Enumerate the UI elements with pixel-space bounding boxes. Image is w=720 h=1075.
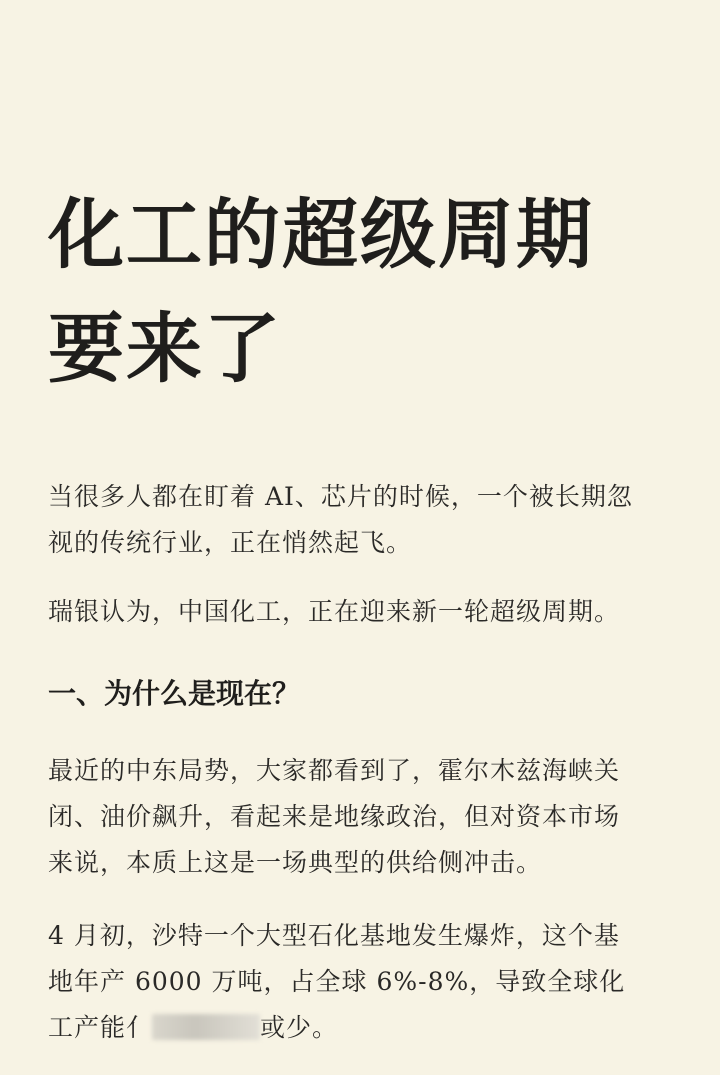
- saudi-line-3-end: 或少。: [260, 1013, 339, 1042]
- saudi-line-3-partial: 亻: [126, 1013, 153, 1042]
- article-title: [48, 178, 688, 406]
- saudi-line-1: 4 月初，沙特一个大型石化基地发生爆炸，这个基: [48, 921, 620, 950]
- intro-line-1: 当很多人都在盯着 AI、芯片的时候，一个被长期忽: [48, 482, 633, 511]
- title-line-1: 化工的超级周期: [48, 190, 594, 279]
- section-heading-1: 一、为什么是现在？: [48, 677, 301, 710]
- saudi-paragraph: [48, 913, 684, 1051]
- middle-east-line-3: 来说，本质上这是一场典型的供给侧冲击。: [48, 848, 543, 877]
- middle-east-paragraph: [48, 748, 684, 886]
- ubs-view-line: 瑞银认为，中国化工，正在迎来新一轮超级周期。: [48, 597, 621, 626]
- middle-east-line-1: 最近的中东局势，大家都看到了，霍尔木兹海峡关: [48, 756, 621, 785]
- title-line-2: 要来了: [48, 304, 282, 393]
- intro-paragraph: [48, 474, 684, 566]
- middle-east-line-2: 闭、油价飙升，看起来是地缘政治，但对资本市场: [48, 802, 621, 831]
- redaction-blur: [152, 1014, 260, 1040]
- intro-line-2: 视的传统行业，正在悄然起飞。: [48, 528, 413, 557]
- saudi-line-2: 地年产 6000 万吨，占全球 6%-8%，导致全球化: [48, 967, 626, 996]
- saudi-line-3: [48, 1005, 684, 1051]
- saudi-line-3-start: 工产能: [48, 1013, 127, 1042]
- ubs-view-paragraph: [48, 589, 684, 635]
